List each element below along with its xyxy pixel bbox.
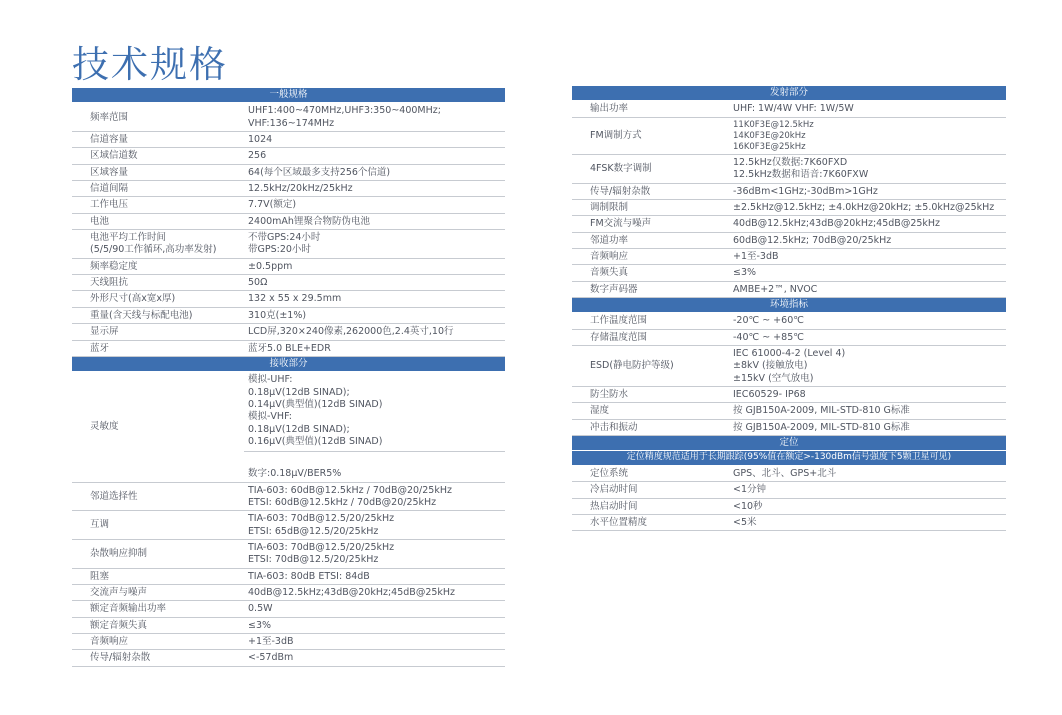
spec-row — [72, 568, 505, 584]
spec-row — [72, 650, 505, 666]
spec-label — [572, 232, 729, 248]
spec-label — [572, 313, 729, 329]
spec-label-line: 杂散响应抑制 — [90, 548, 148, 560]
spec-value-line: 12.5kHz数据和语音:7K60FXW — [733, 169, 869, 181]
spec-label-line: 防尘防水 — [590, 388, 629, 400]
spec-label — [572, 515, 729, 531]
spec-value-line: ETSI: 70dB@12.5/20/25kHz — [248, 554, 379, 566]
spec-value — [729, 183, 1006, 199]
spec-value-line: ±0.5ppm — [248, 260, 293, 272]
spec-row — [72, 511, 505, 540]
spec-row — [72, 103, 505, 132]
spec-value — [729, 199, 1006, 215]
spec-row — [572, 403, 1006, 419]
spec-label-line: 传导/辐射杂散 — [90, 652, 151, 664]
spec-label — [572, 498, 729, 514]
spec-label-line: 信道间隔 — [90, 183, 129, 195]
spec-value — [729, 498, 1006, 514]
spec-value-line: 50Ω — [248, 277, 268, 289]
spec-value — [729, 313, 1006, 329]
spec-value-line: 0.5W — [248, 603, 273, 615]
spec-value — [729, 419, 1006, 435]
spec-value — [729, 101, 1006, 117]
spec-row — [572, 101, 1006, 117]
spec-label — [72, 568, 244, 584]
spec-value — [729, 248, 1006, 264]
spec-label-line: 显示屏 — [90, 326, 119, 338]
section-title: 发射部分 — [572, 86, 1006, 101]
spec-label — [572, 101, 729, 117]
spec-label — [72, 307, 244, 323]
spec-value-line: 40dB@12.5kHz;43dB@20kHz;45dB@25kHz — [733, 218, 941, 230]
spec-value — [244, 148, 505, 164]
spec-value-line: ±15kV (空气放电) — [733, 372, 814, 384]
spec-value — [244, 181, 505, 197]
spec-value-line: +1至-3dB — [248, 636, 294, 648]
spec-row — [72, 340, 505, 356]
spec-value-line: 带GPS:20小时 — [248, 244, 311, 256]
section-note: 定位精度规范适用于长期跟踪(95%值在额定>-130dBm信号强度下5颗卫星可见) — [572, 451, 1006, 466]
spec-row — [572, 248, 1006, 264]
spec-label — [72, 539, 244, 568]
spec-row — [572, 345, 1006, 386]
spec-value-line: -36dBm<1GHz;-30dBm>1GHz — [733, 185, 878, 197]
spec-value — [729, 466, 1006, 482]
spec-row — [572, 154, 1006, 183]
spec-label — [572, 466, 729, 482]
spec-label — [572, 199, 729, 215]
spec-value — [729, 117, 1006, 154]
spec-value — [729, 154, 1006, 183]
section-title: 一般规格 — [72, 88, 505, 103]
spec-label — [572, 183, 729, 199]
spec-label — [72, 634, 244, 650]
spec-label-line: 额定音频失真 — [90, 619, 148, 631]
spec-value-line: IEC 61000-4-2 (Level 4) — [733, 347, 846, 359]
spec-label — [72, 213, 244, 229]
spec-row — [72, 324, 505, 340]
spec-value-line: ETSI: 65dB@12.5/20/25kHz — [248, 525, 379, 537]
spec-value-extra: 数字:0.18μV/BER5% — [248, 468, 342, 480]
spec-row — [72, 291, 505, 307]
spec-value-line: ≤3% — [733, 267, 757, 279]
spec-value — [729, 265, 1006, 281]
spec-label-line: ESD(静电防护等级) — [590, 360, 674, 372]
spec-value — [244, 164, 505, 180]
spec-label-line: 区域信道数 — [90, 150, 138, 162]
spec-row — [572, 265, 1006, 281]
spec-value — [729, 403, 1006, 419]
spec-label-line: 冷启动时间 — [590, 484, 638, 496]
spec-label — [72, 132, 244, 148]
spec-label-line: 音频响应 — [590, 250, 629, 262]
spec-value-line: 0.16μV(典型值)(12dB SINAD) — [248, 435, 383, 447]
spec-row — [572, 386, 1006, 402]
spec-value — [729, 329, 1006, 345]
spec-row — [572, 329, 1006, 345]
spec-label-line: 阻塞 — [90, 570, 110, 582]
spec-value — [729, 345, 1006, 386]
spec-row — [72, 132, 505, 148]
spec-label-line: FM调制方式 — [590, 130, 642, 142]
spec-value — [244, 197, 505, 213]
spec-row — [572, 498, 1006, 514]
spec-label — [572, 386, 729, 402]
spec-value — [244, 275, 505, 291]
spec-row — [72, 601, 505, 617]
spec-label — [572, 329, 729, 345]
spec-value-line: TIA-603: 70dB@12.5/20/25kHz — [248, 513, 395, 525]
spec-value-line: 60dB@12.5kHz; 70dB@20/25kHz — [733, 234, 892, 246]
spec-value-line: 11K0F3E@12.5kHz — [733, 119, 814, 130]
spec-label — [572, 117, 729, 154]
spec-label-line: 重量(含天线与标配电池) — [90, 309, 193, 321]
spec-row — [572, 199, 1006, 215]
spec-value — [244, 568, 505, 584]
spec-value-line: 12.5kHz/20kHz/25kHz — [248, 183, 353, 195]
spec-label — [572, 345, 729, 386]
spec-row — [572, 216, 1006, 232]
spec-label-line: 区域容量 — [90, 166, 129, 178]
spec-value-line: TIA-603: 80dB ETSI: 84dB — [248, 570, 370, 582]
spec-row — [72, 539, 505, 568]
spec-value — [244, 585, 505, 601]
spec-value — [244, 132, 505, 148]
spec-value-line: 7.7V(额定) — [248, 199, 297, 211]
spec-value-line: 按 GJB150A-2009, MIL-STD-810 G标准 — [733, 421, 910, 433]
spec-value — [244, 324, 505, 340]
spec-label-line: FM交流与噪声 — [590, 218, 652, 230]
spec-value — [244, 291, 505, 307]
spec-value-line: -20℃ ~ +60℃ — [733, 315, 804, 327]
spec-label — [72, 258, 244, 274]
spec-value — [244, 307, 505, 323]
spec-row — [72, 372, 505, 482]
spec-value-line: 16K0F3E@25kHz — [733, 141, 806, 152]
spec-value-line: ETSI: 60dB@12.5kHz / 70dB@20/25kHz — [248, 496, 437, 508]
section-note-row — [572, 451, 1006, 466]
spec-label — [72, 617, 244, 633]
spec-value — [244, 511, 505, 540]
spec-label-line: 热启动时间 — [590, 500, 638, 512]
section-header — [572, 436, 1006, 451]
spec-value-line: 0.14μV(典型值)(12dB SINAD) — [248, 398, 383, 410]
spec-label — [572, 419, 729, 435]
spec-label-line: 电池平均工作时间 — [90, 232, 167, 244]
spec-row — [572, 482, 1006, 498]
spec-label — [72, 511, 244, 540]
spec-row — [572, 419, 1006, 435]
spec-label — [72, 601, 244, 617]
spec-label-line: 工作温度范围 — [590, 315, 648, 327]
spec-label-line: 蓝牙 — [90, 342, 110, 354]
spec-value-line: 1024 — [248, 134, 273, 146]
spec-divider — [244, 451, 505, 464]
spec-value-line: 0.18μV(12dB SINAD); — [248, 386, 350, 398]
section-header — [572, 297, 1006, 312]
spec-label-line: 邻道选择性 — [90, 490, 138, 502]
spec-label-line: 电池 — [90, 215, 110, 227]
spec-value-line: 0.18μV(12dB SINAD); — [248, 423, 350, 435]
spec-table-right — [572, 86, 1006, 531]
spec-label-line: 灵敏度 — [90, 421, 119, 433]
spec-value-line: 模拟-VHF: — [248, 411, 292, 423]
spec-value — [244, 213, 505, 229]
spec-value — [729, 515, 1006, 531]
section-title: 环境指标 — [572, 297, 1006, 312]
page-title: 技术规格 — [72, 43, 228, 86]
spec-row — [572, 466, 1006, 482]
spec-label — [572, 482, 729, 498]
spec-value — [244, 258, 505, 274]
spec-label — [72, 340, 244, 356]
spec-label-line: 音频响应 — [90, 636, 129, 648]
spec-value-line: TIA-603: 70dB@12.5/20/25kHz — [248, 541, 395, 553]
spec-label — [72, 103, 244, 132]
spec-value-line: 按 GJB150A-2009, MIL-STD-810 G标准 — [733, 405, 910, 417]
spec-label-line: 调制限制 — [590, 201, 629, 213]
spec-value-line: UHF1:400~470MHz,UHF3:350~400MHz; — [248, 105, 441, 117]
spec-value-line: GPS、北斗、GPS+北斗 — [733, 468, 837, 480]
spec-value-line: 40dB@12.5kHz;43dB@20kHz;45dB@25kHz — [248, 587, 456, 598]
spec-label-line: 定位系统 — [590, 468, 629, 480]
spec-label — [72, 482, 244, 511]
spec-value-line: <1分钟 — [733, 484, 767, 496]
spec-value — [729, 232, 1006, 248]
spec-value-line: 不带GPS:24小时 — [248, 232, 321, 244]
spec-row — [72, 197, 505, 213]
spec-value — [244, 103, 505, 132]
spec-label-line: 频率稳定度 — [90, 260, 138, 272]
spec-value — [729, 281, 1006, 297]
spec-label-line: 传导/辐射杂散 — [590, 185, 651, 197]
spec-value-line: 256 — [248, 150, 267, 162]
spec-label — [572, 403, 729, 419]
spec-value — [244, 634, 505, 650]
spec-label — [72, 197, 244, 213]
spec-label-line: 额定音频输出功率 — [90, 603, 167, 615]
spec-value-line: ±8kV (接触放电) — [733, 360, 808, 372]
spec-row — [72, 230, 505, 259]
spec-label — [72, 148, 244, 164]
section-title: 接收部分 — [72, 356, 505, 371]
spec-label-line: 天线阻抗 — [90, 277, 129, 289]
spec-value-line: 12.5kHz仅数据:7K60FXD — [733, 156, 848, 168]
spec-value-line: -40℃ ~ +85℃ — [733, 331, 804, 343]
spec-label-line: 冲击和振动 — [590, 421, 638, 433]
spec-row — [72, 617, 505, 633]
spec-label — [72, 230, 244, 259]
spec-row — [72, 164, 505, 180]
spec-label-line: 湿度 — [590, 405, 610, 417]
spec-label-line: 数字声码器 — [590, 283, 638, 295]
spec-value-line: UHF: 1W/4W VHF: 1W/5W — [733, 103, 854, 115]
spec-label — [72, 324, 244, 340]
spec-row — [72, 181, 505, 197]
spec-row — [72, 634, 505, 650]
spec-value-line: AMBE+2™, NVOC — [733, 283, 818, 295]
spec-row — [72, 585, 505, 601]
spec-value-line: ±2.5kHz@12.5kHz; ±4.0kHz@20kHz; ±5.0kHz@25kHz — [733, 201, 995, 213]
spec-value — [729, 482, 1006, 498]
spec-table-left — [72, 88, 505, 667]
spec-value-line: 蓝牙5.0 BLE+EDR — [248, 342, 331, 354]
spec-label — [72, 164, 244, 180]
spec-label-line: 交流声与噪声 — [90, 587, 148, 598]
spec-row — [572, 117, 1006, 154]
spec-value-line: <5米 — [733, 517, 757, 529]
spec-label-line: 水平位置精度 — [590, 517, 648, 529]
spec-value-line: 14K0F3E@20kHz — [733, 130, 806, 141]
spec-label — [572, 248, 729, 264]
spec-row — [72, 148, 505, 164]
spec-value-line: 模拟-UHF: — [248, 374, 293, 386]
spec-label — [72, 181, 244, 197]
spec-row — [572, 313, 1006, 329]
section-header — [72, 88, 505, 103]
spec-label-line: 互调 — [90, 519, 110, 531]
spec-row — [72, 275, 505, 291]
spec-value-line: <10秒 — [733, 500, 763, 512]
spec-value-line: ≤3% — [248, 619, 272, 631]
spec-label — [572, 216, 729, 232]
spec-label — [572, 265, 729, 281]
spec-label-line: 外形尺寸(高x宽x厚) — [90, 293, 176, 305]
spec-label-line: 频率范围 — [90, 111, 129, 123]
spec-label — [572, 154, 729, 183]
spec-label-line: 音频失真 — [590, 267, 629, 279]
spec-value — [244, 650, 505, 666]
spec-label — [72, 585, 244, 601]
spec-row — [72, 213, 505, 229]
spec-label — [72, 291, 244, 307]
spec-value — [244, 601, 505, 617]
spec-value-line: VHF:136~174MHz — [248, 117, 335, 129]
spec-value-line: TIA-603: 60dB@12.5kHz / 70dB@20/25kHz — [248, 484, 452, 496]
spec-label-line: 存储温度范围 — [590, 331, 648, 343]
spec-value — [244, 230, 505, 259]
spec-row — [72, 482, 505, 511]
spec-row — [72, 258, 505, 274]
spec-label — [572, 281, 729, 297]
spec-label-line: 输出功率 — [590, 103, 629, 115]
spec-label-line: 邻道功率 — [590, 234, 629, 246]
spec-value — [244, 617, 505, 633]
section-header — [572, 86, 1006, 101]
spec-value-line: 310克(±1%) — [248, 309, 307, 321]
spec-value-line: 64(每个区域最多支持256个信道) — [248, 166, 391, 178]
spec-label-line: (5/5/90工作循环,高功率发射) — [90, 244, 217, 256]
spec-label-line: 工作电压 — [90, 199, 129, 211]
spec-value-line: 132 x 55 x 29.5mm — [248, 293, 342, 305]
spec-value-line: LCD屏,320×240像素,262000色,2.4英寸,10行 — [248, 326, 454, 338]
spec-value — [244, 482, 505, 511]
spec-label-line: 4FSK数字调制 — [590, 163, 652, 174]
spec-label — [72, 275, 244, 291]
spec-value-line: +1至-3dB — [733, 250, 779, 262]
spec-value — [244, 539, 505, 568]
spec-value — [729, 386, 1006, 402]
spec-row — [72, 307, 505, 323]
spec-label-line: 信道容量 — [90, 134, 129, 146]
spec-row — [572, 515, 1006, 531]
spec-value — [729, 216, 1006, 232]
spec-label — [72, 372, 244, 482]
section-title: 定位 — [572, 436, 1006, 451]
spec-value-line: <-57dBm — [248, 652, 294, 664]
section-header — [72, 356, 505, 371]
spec-row — [572, 183, 1006, 199]
spec-value-line: 2400mAh锂聚合物防伪电池 — [248, 215, 370, 227]
spec-row — [572, 281, 1006, 297]
spec-value — [244, 372, 505, 482]
spec-row — [572, 232, 1006, 248]
spec-value — [244, 340, 505, 356]
spec-value-line: IEC60529- IP68 — [733, 388, 806, 400]
spec-label — [72, 650, 244, 666]
